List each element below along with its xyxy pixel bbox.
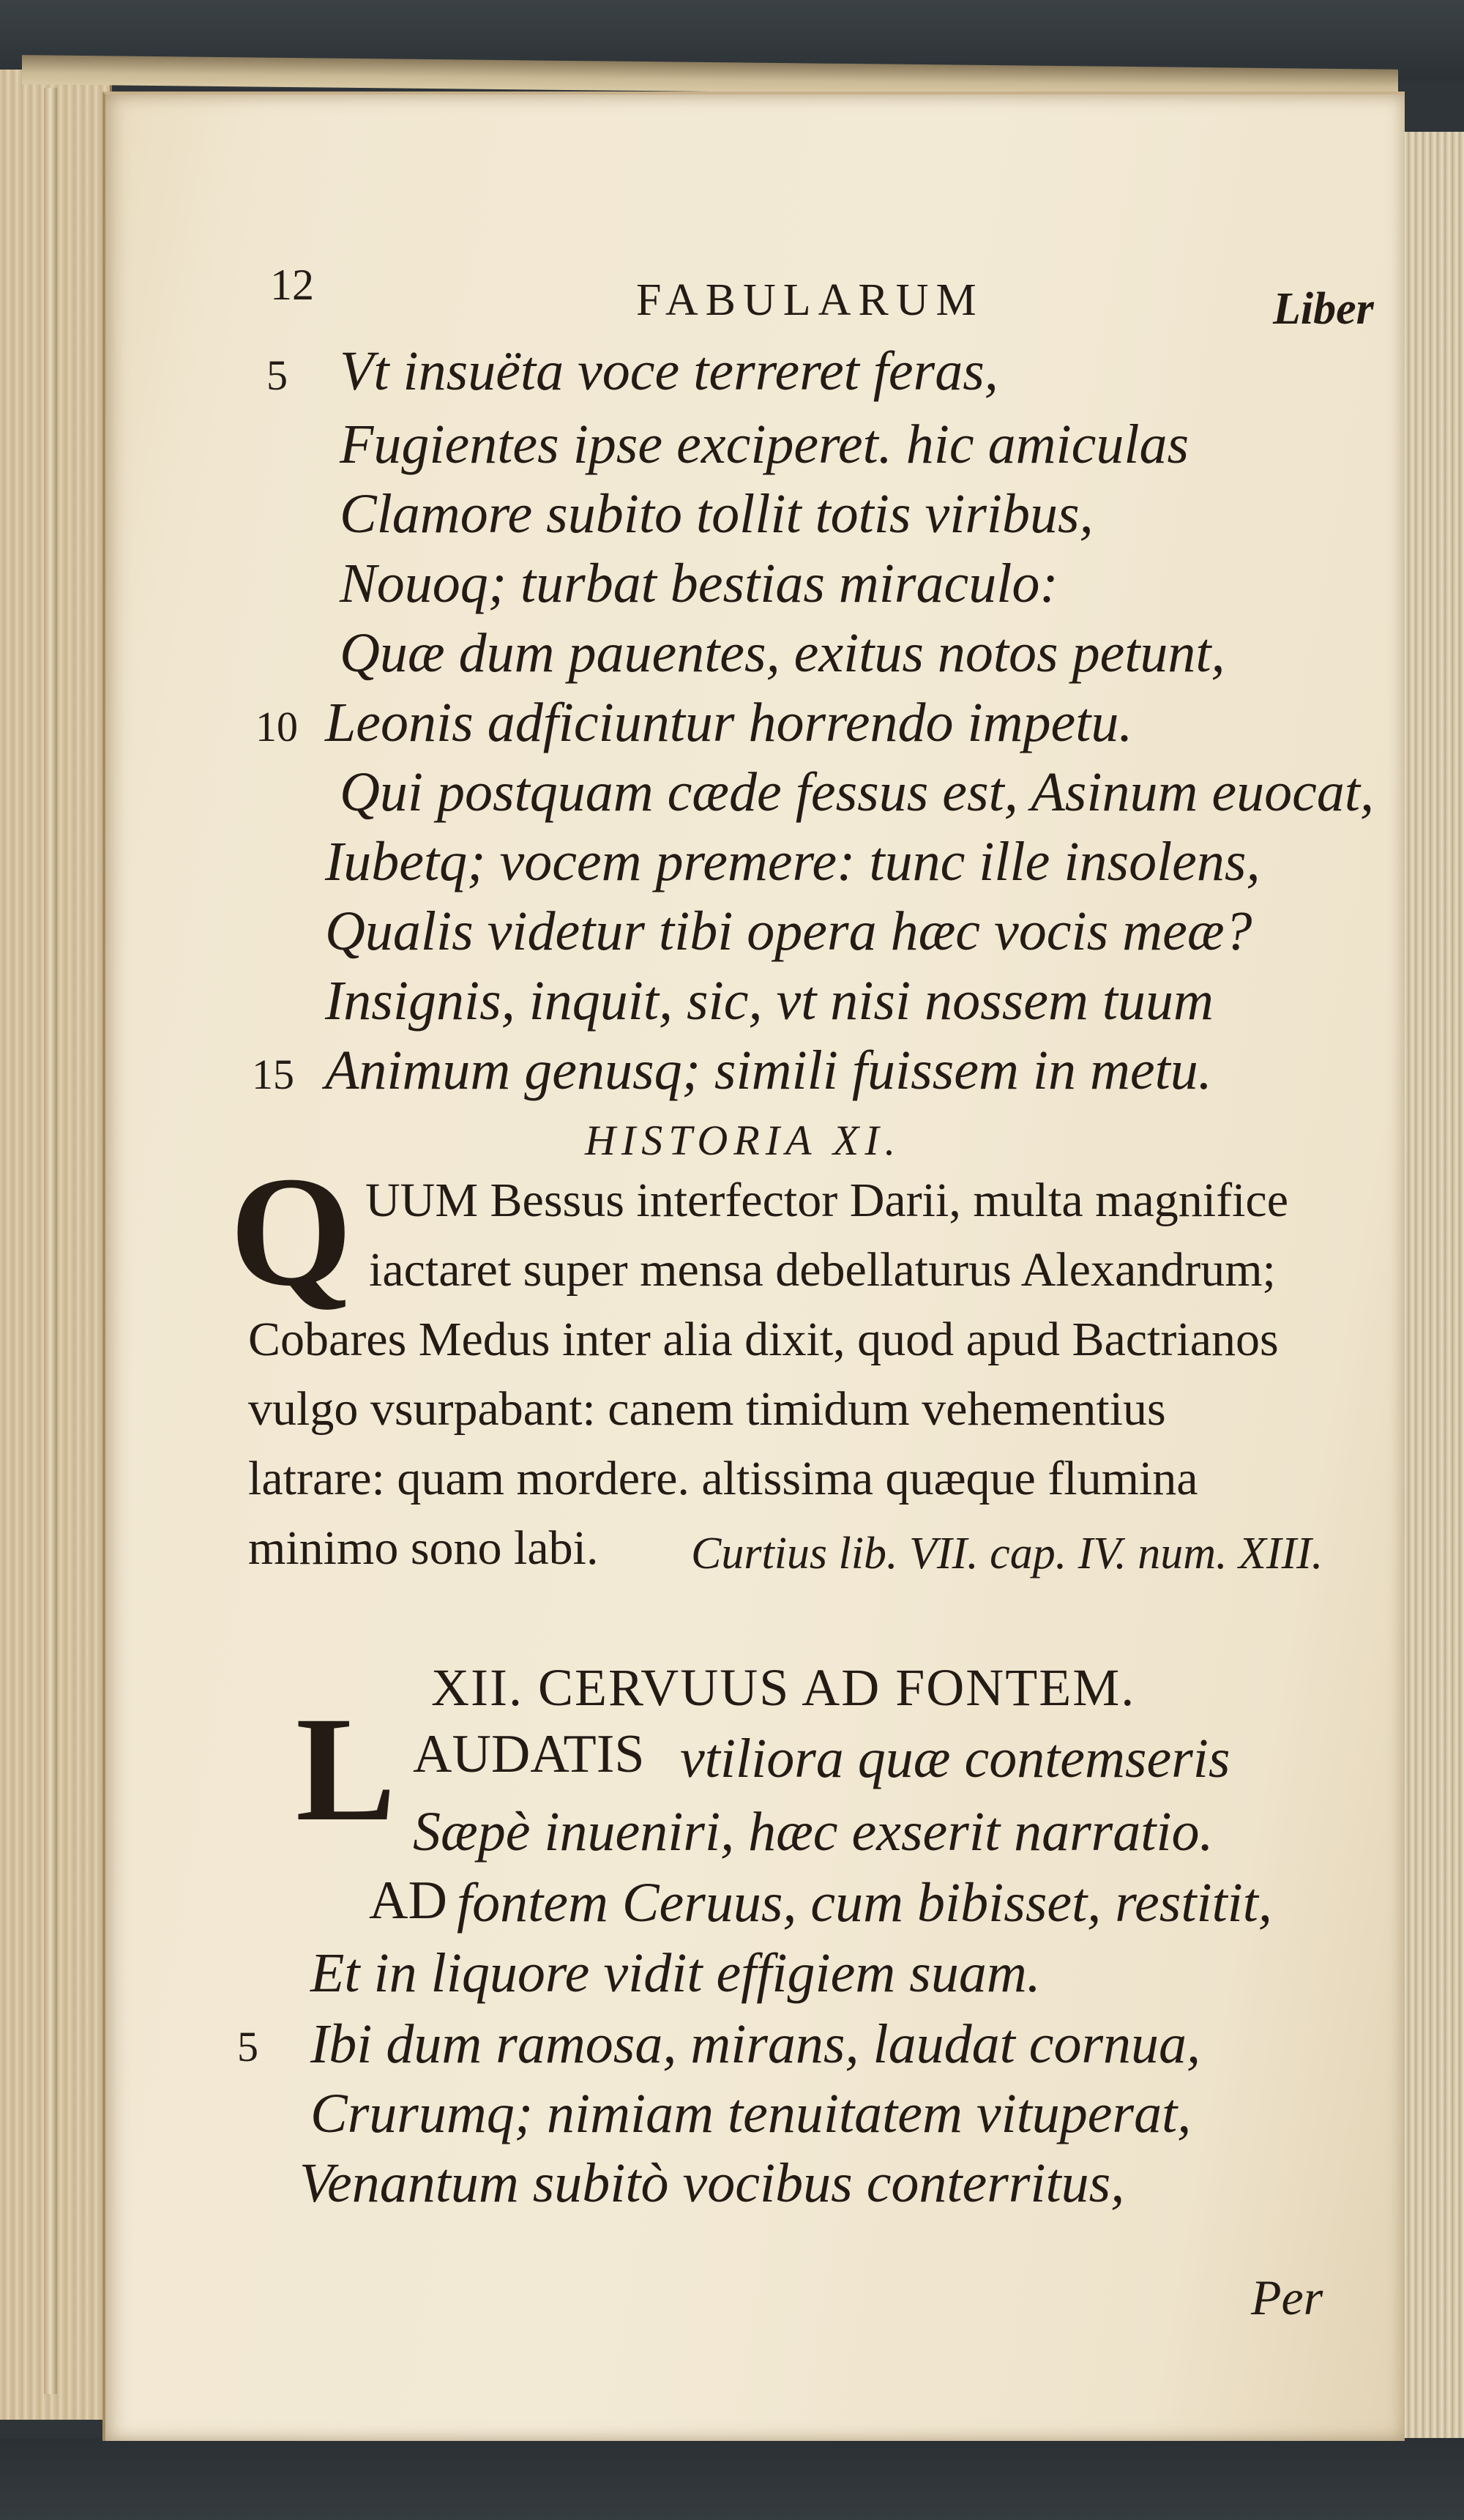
verse-line: Nouoq; turbat bestias miraculo: xyxy=(340,553,1058,614)
spine-edge xyxy=(44,88,57,2394)
historia-line: iactaret super mensa debellaturus Alexandrum; xyxy=(369,1243,1276,1297)
historia-heading: HISTORIA XI. xyxy=(585,1117,902,1164)
catchword: Per xyxy=(1251,2270,1323,2325)
line-number: 5 xyxy=(266,351,288,399)
fable-first-caps: AUDATIS xyxy=(413,1724,645,1784)
verse-line: Fugientes ipse exciperet. hic amiculas xyxy=(340,414,1190,475)
verse-line: Qui postquam cæde fessus est, Asinum euocat, xyxy=(340,761,1374,823)
fable-line: vtiliora quæ contemseris xyxy=(680,1728,1230,1789)
fable-line3-caps: AD xyxy=(369,1871,447,1931)
verse-line: Clamore subito tollit totis viribus, xyxy=(340,483,1094,545)
fable-line: fontem Ceruus, cum bibisset, restitit, xyxy=(457,1872,1272,1934)
book-page xyxy=(102,92,1405,2441)
verse-line: Leonis adficiuntur horrendo impetu. xyxy=(325,692,1133,753)
running-title: FABULARUM xyxy=(636,275,984,325)
line-number: 10 xyxy=(255,703,298,750)
fable-line: Sæpè inueniri, hæc exserit narratio. xyxy=(413,1801,1214,1863)
page-number: 12 xyxy=(270,261,314,309)
verse-line: Qualis videtur tibi opera hæc vocis meæ? xyxy=(325,901,1252,962)
fable-line: Ibi dum ramosa, mirans, laudat cornua, xyxy=(310,2013,1201,2075)
line-number: 5 xyxy=(237,2023,258,2070)
verse-line: Iubetq; vocem premere: tunc ille insolens, xyxy=(325,831,1261,892)
historia-reference: Curtius lib. VII. cap. IV. num. XIII. xyxy=(691,1529,1323,1578)
fable-line: Et in liquore vidit effigiem suam. xyxy=(310,1942,1041,2004)
historia-line: UUM Bessus interfector Darii, multa magnifice xyxy=(365,1174,1288,1227)
drop-cap-q: Q xyxy=(230,1144,353,1319)
fable-title: XII. CERVUUS AD FONTEM. xyxy=(431,1658,1136,1717)
verse-line: Animum genusq; simili fuissem in metu. xyxy=(325,1040,1212,1101)
fable-line: Venantum subitò vocibus conterritus, xyxy=(299,2152,1125,2214)
verse-line: Insignis, inquit, sic, vt nisi nossem tuum xyxy=(325,970,1214,1032)
historia-line: Cobares Medus inter alia dixit, quod apud Bactrianos xyxy=(248,1313,1279,1366)
cloth-background-bottom xyxy=(0,2438,1464,2520)
historia-line: vulgo vsurpabant: canem timidum vehementius xyxy=(248,1382,1166,1436)
right-heading: Liber xyxy=(1273,284,1374,334)
historia-line: latrare: quam mordere. altissima quæque flumina xyxy=(248,1452,1198,1505)
right-page-stack xyxy=(1394,132,1464,2438)
line-number: 15 xyxy=(252,1051,294,1098)
verse-line: Vt insuëta voce terreret feras, xyxy=(340,340,998,402)
historia-line-last: minimo sono labi. xyxy=(248,1521,599,1575)
fable-line: Crurumq; nimiam tenuitatem vituperat, xyxy=(310,2083,1192,2144)
drop-cap-l: L xyxy=(296,1686,396,1852)
verse-line: Quæ dum pauentes, exitus notos petunt, xyxy=(340,622,1225,684)
